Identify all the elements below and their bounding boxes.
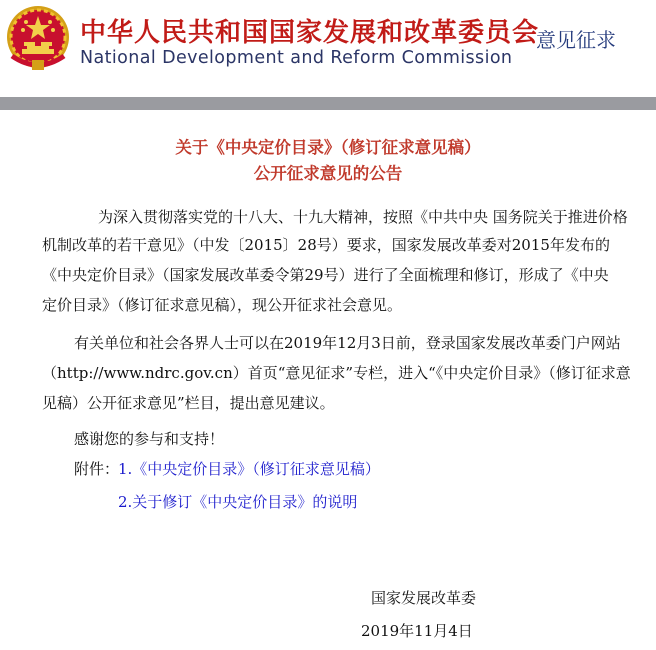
paragraph-1-line-3: 《中央定价目录》（国家发展改革委令第29号）进行了全面梳理和修订，形成了《中央 bbox=[42, 266, 609, 284]
site-name-chinese: 中华人民共和国国家发展和改革委员会 bbox=[80, 18, 540, 48]
attachment-link-2[interactable]: 2.关于修订《中央定价目录》的说明 bbox=[118, 493, 358, 511]
paragraph-2-line-1: 有关单位和社会各界人士可以在2019年12月3日前，登录国家发展改革委门户网站 bbox=[74, 334, 621, 352]
thanks-text: 感谢您的参与和支持！ bbox=[74, 430, 225, 448]
signature-organization: 国家发展改革委 bbox=[371, 589, 477, 607]
site-header bbox=[0, 0, 656, 97]
national-emblem-icon bbox=[4, 4, 72, 74]
paragraph-2-line-3: 见稿）公开征求意见”栏目，提出意见建议。 bbox=[42, 394, 335, 412]
paragraph-2-line-2: （http://www.ndrc.gov.cn）首页“意见征求”专栏，进入“《中央定价目录》（修订征求意 bbox=[42, 364, 631, 382]
notice-title-line-2: 公开征求意见的公告 bbox=[253, 164, 403, 183]
attachments-label: 附件： bbox=[74, 460, 120, 478]
paragraph-1-line-2: 机制改革的若干意见》（中发〔2015〕28号）要求，国家发展改革委对2015年发布的 bbox=[42, 236, 610, 254]
attachment-link-1[interactable]: 1.《中央定价目录》（修订征求意见稿） bbox=[118, 460, 380, 478]
section-label[interactable]: 意见征求 bbox=[536, 28, 616, 52]
notice-date: 2019年11月4日 bbox=[361, 622, 473, 640]
paragraph-1-line-1: 为深入贯彻落实党的十八大、十九大精神，按照《中共中央 国务院关于推进价格 bbox=[98, 208, 628, 226]
notice-title-line-1: 关于《中央定价目录》（修订征求意见稿） bbox=[175, 138, 481, 157]
paragraph-1-line-4: 定价目录》（修订征求意见稿），现公开征求社会意见。 bbox=[42, 296, 403, 314]
header-divider-bar bbox=[0, 97, 656, 110]
site-name-english: National Development and Reform Commission bbox=[80, 48, 513, 68]
